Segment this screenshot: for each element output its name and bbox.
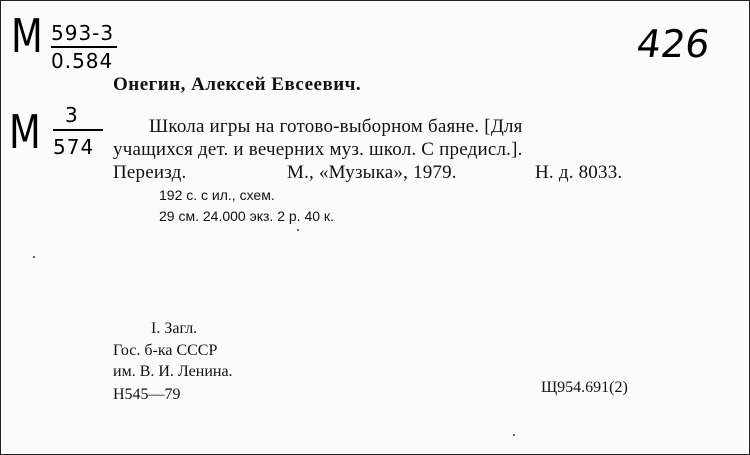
call-mark-upper-second: 3 <box>65 103 79 127</box>
speck <box>33 256 35 258</box>
call-mark-letter-top: М <box>11 9 43 63</box>
speck <box>513 434 515 436</box>
title-line-1: Школа игры на готово-выборном баяне. [Для <box>149 116 523 137</box>
call-mark-lower-top: 0.584 <box>51 49 114 73</box>
call-mark-upper-top: 593-3 <box>51 21 115 45</box>
library-name-cont: им. В. И. Ленина. <box>113 363 233 380</box>
call-mark-letter-second: М <box>9 105 41 159</box>
imprint: М., «Музыка», 1979. <box>287 162 457 183</box>
plate-number: Н. д. 8033. <box>535 162 623 183</box>
library-name: Гос. б-ка СССР <box>113 342 218 359</box>
edition-statement: Переизд. <box>113 162 187 183</box>
tracing-title: I. Загл. <box>151 320 198 337</box>
call-mark-divider-top <box>51 46 117 48</box>
classification-index: Щ954.691(2) <box>541 379 628 396</box>
handwritten-number: 426 <box>633 22 713 66</box>
speck <box>297 229 299 231</box>
card-number: Н545—79 <box>113 386 181 403</box>
call-mark-lower-second: 574 <box>53 135 95 159</box>
physical-description: 192 с. с ил., схем. <box>159 187 275 203</box>
author-heading: Онегин, Алексей Евсеевич. <box>113 74 362 95</box>
title-line-2: учащихся дет. и вечерних муз. школ. С предисл.]. <box>113 139 523 160</box>
size-print-run-price: 29 см. 24.000 экз. 2 р. 40 к. <box>159 208 334 224</box>
call-mark-divider-second <box>53 129 103 131</box>
